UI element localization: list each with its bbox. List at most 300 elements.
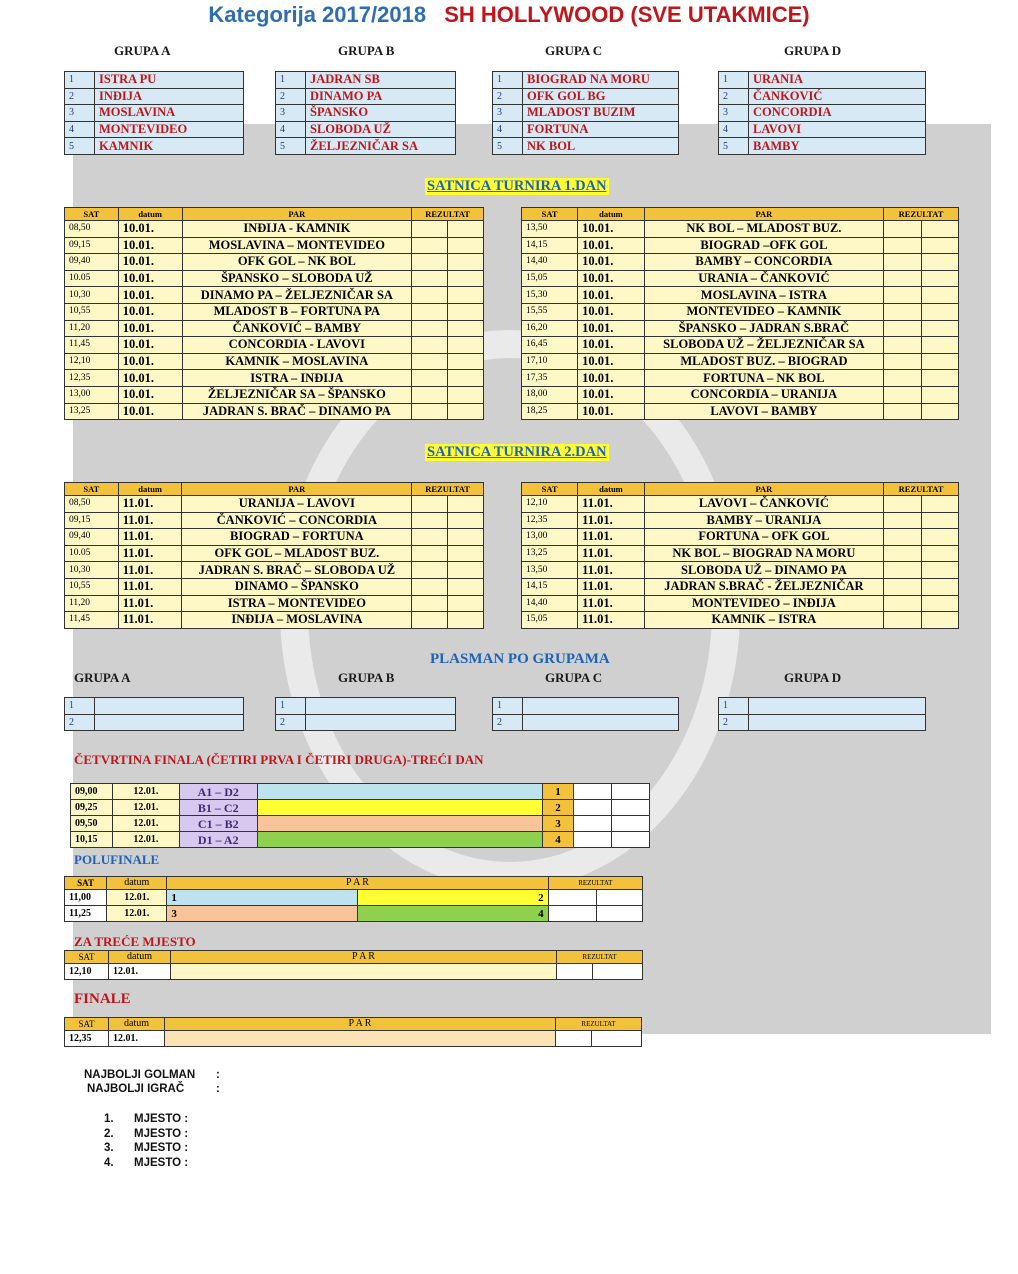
result-home-cell: [412, 386, 448, 403]
team-name: ČANKOVIĆ: [749, 88, 926, 105]
quarterfinal-row: [71, 816, 650, 832]
result-home-cell: [412, 595, 448, 612]
match-time: 12,35: [522, 512, 578, 529]
match-time: 11,20: [65, 595, 119, 612]
match-time: 16,45: [522, 337, 578, 354]
qf-result-1: [573, 800, 611, 816]
plasman-row: [493, 714, 679, 731]
match-date: 11.01.: [578, 496, 645, 513]
match-pair: SLOBODA UŽ – ŽELJEZNIČAR SA: [644, 337, 883, 354]
match-pair: JADRAN S. BRAČ – SLOBODA UŽ: [182, 562, 412, 579]
match-row: [65, 254, 484, 271]
plasman-team-cell: [749, 714, 926, 731]
fin-date: 12.01.: [109, 1031, 165, 1047]
group-team-row: [65, 105, 244, 122]
match-pair: DINAMO PA – ŽELJEZNIČAR SA: [182, 287, 412, 304]
group-team-row: [65, 121, 244, 138]
result-home-cell: [412, 237, 448, 254]
quarterfinal-row: [71, 832, 650, 848]
group-team-row: [276, 105, 456, 122]
qf-date: 12.01.: [113, 832, 179, 848]
place-number: 1.: [104, 1113, 114, 1125]
result-away-cell: [448, 562, 484, 579]
match-pair: MOSLAVINA – ISTRA: [644, 287, 883, 304]
match-date: 10.01.: [578, 303, 645, 320]
match-row: [522, 320, 959, 337]
qf-result-1: [573, 784, 611, 800]
result-away-cell: [921, 370, 959, 387]
plasman-rank: 1: [65, 698, 95, 715]
team-rank: 4: [719, 121, 749, 138]
group-team-row: [65, 88, 244, 105]
match-time: 09,40: [65, 529, 119, 546]
match-row: [65, 303, 484, 320]
qf-date: 12.01.: [113, 800, 179, 816]
result-home-cell: [412, 337, 448, 354]
tp-match-cell: [171, 964, 557, 980]
result-home-cell: [884, 270, 921, 287]
sf-home-slot: 1: [167, 890, 358, 906]
schedule-header-row: [522, 483, 959, 496]
fin-time: 12,35: [65, 1031, 109, 1047]
match-time: 16,20: [522, 320, 578, 337]
result-home-cell: [884, 221, 921, 238]
match-time: 12,35: [65, 370, 119, 387]
group-team-row: [493, 105, 679, 122]
team-rank: 1: [65, 72, 95, 89]
team-name: ŠPANSKO: [306, 105, 456, 122]
qf-result-2: [611, 784, 649, 800]
match-time: 13,00: [65, 386, 119, 403]
sched-rezultat-header: REZULTAT: [412, 208, 484, 221]
team-rank: 5: [65, 138, 95, 155]
result-away-cell: [448, 403, 484, 420]
semifinal-title: POLUFINALE: [74, 852, 160, 867]
sf-away-slot: 2: [358, 890, 549, 906]
result-away-cell: [921, 578, 959, 595]
match-row: [65, 578, 484, 595]
plasman-team-cell: [306, 714, 456, 731]
match-pair: MOSLAVINA – MONTEVIDEO: [182, 237, 412, 254]
team-name: BAMBY: [749, 138, 926, 155]
plasman-team-cell: [523, 714, 679, 731]
result-away-cell: [448, 270, 484, 287]
match-date: 11.01.: [118, 529, 182, 546]
result-home-cell: [884, 287, 921, 304]
result-away-cell: [448, 595, 484, 612]
match-date: 10.01.: [118, 237, 182, 254]
result-home-cell: [884, 370, 921, 387]
result-away-cell: [921, 496, 959, 513]
team-rank: 2: [276, 88, 306, 105]
match-date: 10.01.: [118, 320, 182, 337]
team-rank: 4: [493, 121, 523, 138]
result-away-cell: [921, 595, 959, 612]
plasman-rank: 2: [65, 714, 95, 731]
match-pair: KAMNIK – MOSLAVINA: [182, 353, 412, 370]
best-player-label: NAJBOLJI IGRAČ: [87, 1083, 185, 1095]
result-away-cell: [448, 386, 484, 403]
result-away-cell: [448, 496, 484, 513]
match-row: [65, 496, 484, 513]
result-away-cell: [448, 353, 484, 370]
result-away-cell: [921, 303, 959, 320]
sf-result-1: [548, 890, 596, 906]
match-row: [65, 270, 484, 287]
result-away-cell: [921, 221, 959, 238]
match-date: 10.01.: [118, 386, 182, 403]
sched-datum-header: datum: [118, 208, 182, 221]
match-time: 10,55: [65, 578, 119, 595]
third-place-title: ZA TREĆE MJESTO: [74, 934, 196, 949]
title-tournament: SH HOLLYWOOD (SVE UTAKMICE): [444, 2, 810, 27]
group-team-row: [493, 72, 679, 89]
quarterfinal-row: [71, 800, 650, 816]
plasman-rank: 1: [276, 698, 306, 715]
team-rank: 4: [276, 121, 306, 138]
match-row: [522, 529, 959, 546]
match-time: 15,55: [522, 303, 578, 320]
place-number: 3.: [104, 1142, 114, 1155]
result-home-cell: [884, 403, 921, 420]
match-row: [65, 237, 484, 254]
result-home-cell: [412, 221, 448, 238]
match-row: [65, 595, 484, 612]
result-away-cell: [921, 529, 959, 546]
result-home-cell: [884, 303, 921, 320]
semifinal-table: [64, 876, 643, 922]
match-pair: CONCORDIA - LAVOVI: [182, 337, 412, 354]
day1-schedule-right: [521, 207, 959, 420]
plasman-row: [493, 698, 679, 715]
title-category: Kategorija 2017/2018: [208, 2, 427, 27]
match-pair: ČANKOVIĆ – BAMBY: [182, 320, 412, 337]
result-away-cell: [921, 337, 959, 354]
plasman-group-a: GRUPA A: [74, 670, 131, 685]
match-time: 15,30: [522, 287, 578, 304]
day2-title: SATNICA TURNIRA 2.DAN: [427, 444, 607, 460]
fin-datum-header: datum: [109, 1018, 165, 1031]
result-home-cell: [884, 529, 921, 546]
sf-time: 11,25: [65, 906, 107, 922]
plasman-group-d: GRUPA D: [784, 670, 842, 685]
sf-result-1: [548, 906, 596, 922]
match-date: 10.01.: [578, 287, 645, 304]
sched-sat-header: SAT: [65, 483, 119, 496]
match-row: [65, 403, 484, 420]
best-goalkeeper-colon: :: [216, 1069, 220, 1081]
plasman-row: [719, 698, 926, 715]
team-rank: 3: [719, 105, 749, 122]
match-date: 11.01.: [578, 578, 645, 595]
result-away-cell: [921, 237, 959, 254]
result-home-cell: [412, 254, 448, 271]
result-home-cell: [412, 529, 448, 546]
match-date: 10.01.: [118, 337, 182, 354]
match-pair: FORTUNA – OFK GOL: [644, 529, 883, 546]
result-away-cell: [448, 370, 484, 387]
match-row: [522, 303, 959, 320]
semifinal-row: [65, 890, 643, 906]
qf-time: 09,25: [71, 800, 113, 816]
result-away-cell: [921, 254, 959, 271]
group-team-row: [719, 105, 926, 122]
group-team-row: [719, 138, 926, 155]
group-team-row: [493, 138, 679, 155]
result-away-cell: [448, 320, 484, 337]
result-home-cell: [884, 237, 921, 254]
plasman-table-c: [492, 697, 679, 731]
match-pair: BIOGRAD –OFK GOL: [644, 237, 883, 254]
plasman-rank: 2: [276, 714, 306, 731]
match-pair: NK BOL – BIOGRAD NA MORU: [644, 545, 883, 562]
qf-time: 09,00: [71, 784, 113, 800]
match-time: 09,15: [65, 512, 119, 529]
result-away-cell: [448, 612, 484, 629]
match-pair: BAMBY – CONCORDIA: [644, 254, 883, 271]
match-row: [522, 496, 959, 513]
qf-number: 4: [543, 832, 573, 848]
match-date: 10.01.: [578, 221, 645, 238]
result-away-cell: [921, 287, 959, 304]
result-away-cell: [921, 320, 959, 337]
qf-bar: [257, 832, 542, 848]
qf-pair: C1 – B2: [179, 816, 257, 832]
match-row: [522, 386, 959, 403]
result-away-cell: [448, 221, 484, 238]
match-time: 10.05: [65, 545, 119, 562]
match-row: [65, 320, 484, 337]
match-row: [65, 562, 484, 579]
match-row: [522, 612, 959, 629]
match-time: 11,45: [65, 612, 119, 629]
match-pair: ŠPANSKO – SLOBODA UŽ: [182, 270, 412, 287]
sf-away-slot: 4: [358, 906, 549, 922]
group-team-row: [493, 121, 679, 138]
plasman-row: [276, 714, 456, 731]
result-away-cell: [448, 512, 484, 529]
result-away-cell: [921, 270, 959, 287]
match-row: [65, 370, 484, 387]
match-pair: JADRAN S. BRAČ – DINAMO PA: [182, 403, 412, 420]
place-number: 4.: [104, 1156, 114, 1169]
group-c-header: GRUPA C: [545, 43, 603, 58]
sched-sat-header: SAT: [522, 208, 578, 221]
fin-match-cell: [165, 1031, 556, 1047]
match-pair: SLOBODA UŽ – DINAMO PA: [644, 562, 883, 579]
team-name: MLADOST BUZIM: [523, 105, 679, 122]
day1-schedule-left: [64, 207, 484, 420]
qf-bar: [257, 816, 542, 832]
match-time: 13,00: [522, 529, 578, 546]
match-pair: CONCORDIA – URANIJA: [644, 386, 883, 403]
match-date: 11.01.: [118, 562, 182, 579]
qf-date: 12.01.: [113, 784, 179, 800]
plasman-table-a: [64, 697, 244, 731]
match-date: 11.01.: [578, 595, 645, 612]
result-away-cell: [921, 353, 959, 370]
sf-result-2: [596, 890, 642, 906]
sf-date: 12.01.: [107, 890, 167, 906]
group-team-row: [276, 138, 456, 155]
result-away-cell: [448, 578, 484, 595]
quarterfinal-row: [71, 784, 650, 800]
semifinal-row: [65, 906, 643, 922]
team-name: ŽELJEZNIČAR SA: [306, 138, 456, 155]
team-rank: 3: [65, 105, 95, 122]
match-date: 11.01.: [578, 545, 645, 562]
match-pair: ISTRA – MONTEVIDEO: [182, 595, 412, 612]
result-away-cell: [921, 512, 959, 529]
result-away-cell: [921, 562, 959, 579]
match-pair: MONTEVIDEO – INĐIJA: [644, 595, 883, 612]
team-name: DINAMO PA: [306, 88, 456, 105]
sched-rezultat-header: REZULTAT: [412, 483, 484, 496]
sched-datum-header: datum: [578, 483, 645, 496]
sched-par-header: PAR: [644, 483, 883, 496]
result-home-cell: [412, 496, 448, 513]
team-rank: 4: [65, 121, 95, 138]
place-label: MJESTO :: [134, 1142, 189, 1155]
match-time: 13,25: [65, 403, 119, 420]
group-a-table: [64, 71, 244, 155]
fin-result-2: [592, 1031, 642, 1047]
sched-par-header: PAR: [182, 483, 412, 496]
qf-pair: D1 – A2: [179, 832, 257, 848]
match-row: [65, 612, 484, 629]
result-home-cell: [884, 337, 921, 354]
match-date: 11.01.: [578, 512, 645, 529]
group-team-row: [276, 121, 456, 138]
qf-number: 3: [543, 816, 573, 832]
result-away-cell: [921, 612, 959, 629]
match-time: 18,25: [522, 403, 578, 420]
tp-date: 12.01.: [109, 964, 171, 980]
match-row: [522, 545, 959, 562]
result-home-cell: [884, 254, 921, 271]
sched-par-header: PAR: [644, 208, 883, 221]
plasman-group-c: GRUPA C: [545, 670, 603, 685]
team-name: KAMNIK: [95, 138, 244, 155]
match-pair: OFK GOL – MLADOST BUZ.: [182, 545, 412, 562]
match-pair: NK BOL – MLADOST BUZ.: [644, 221, 883, 238]
match-time: 08,50: [65, 496, 119, 513]
team-rank: 2: [719, 88, 749, 105]
result-home-cell: [884, 512, 921, 529]
team-name: BIOGRAD NA MORU: [523, 72, 679, 89]
match-date: 10.01.: [118, 370, 182, 387]
match-date: 11.01.: [118, 545, 182, 562]
match-time: 11,45: [65, 337, 119, 354]
plasman-team-cell: [523, 698, 679, 715]
result-home-cell: [884, 386, 921, 403]
match-pair: ŠPANSKO – JADRAN S.BRAČ: [644, 320, 883, 337]
final-title: FINALE: [74, 991, 131, 1007]
match-row: [65, 353, 484, 370]
result-home-cell: [412, 545, 448, 562]
team-name: LAVOVI: [749, 121, 926, 138]
schedule-header-row: [522, 208, 959, 221]
team-rank: 3: [276, 105, 306, 122]
result-home-cell: [412, 287, 448, 304]
sched-sat-header: SAT: [65, 208, 119, 221]
team-rank: 3: [493, 105, 523, 122]
team-name: MONTEVIDEO: [95, 121, 244, 138]
match-row: [522, 403, 959, 420]
qf-number: 1: [543, 784, 573, 800]
sched-rezultat-header: REZULTAT: [884, 208, 959, 221]
match-date: 11.01.: [118, 612, 182, 629]
match-row: [522, 221, 959, 238]
sf-sat-header: SAT: [65, 877, 107, 890]
team-name: NK BOL: [523, 138, 679, 155]
sched-sat-header: SAT: [522, 483, 578, 496]
match-time: 13,25: [522, 545, 578, 562]
match-pair: BIOGRAD – FORTUNA: [182, 529, 412, 546]
match-row: [522, 512, 959, 529]
plasman-rank: 2: [719, 714, 749, 731]
match-pair: ŽELJEZNIČAR SA – ŠPANSKO: [182, 386, 412, 403]
third-place-table: [64, 950, 643, 980]
match-row: [522, 237, 959, 254]
sf-datum-header: datum: [107, 877, 167, 890]
plasman-team-cell: [306, 698, 456, 715]
tp-result-2: [593, 964, 643, 980]
match-date: 10.01.: [118, 221, 182, 238]
group-a-header: GRUPA A: [114, 43, 171, 58]
result-home-cell: [884, 562, 921, 579]
tp-sat-header: SAT: [65, 951, 109, 964]
match-date: 10.01.: [118, 353, 182, 370]
match-time: 11,20: [65, 320, 119, 337]
result-home-cell: [884, 496, 921, 513]
match-row: [65, 529, 484, 546]
team-name: URANIA: [749, 72, 926, 89]
result-away-cell: [448, 303, 484, 320]
match-row: [522, 578, 959, 595]
team-rank: 2: [65, 88, 95, 105]
place-label: MJESTO :: [134, 1127, 189, 1140]
best-goalkeeper-label: NAJBOLJI GOLMAN: [84, 1069, 196, 1081]
match-date: 10.01.: [118, 287, 182, 304]
match-date: 10.01.: [578, 386, 645, 403]
match-time: 08,50: [65, 221, 119, 238]
match-pair: URANIJA – LAVOVI: [182, 496, 412, 513]
team-rank: 1: [276, 72, 306, 89]
qf-time: 10,15: [71, 832, 113, 848]
team-rank: 5: [493, 138, 523, 155]
tp-datum-header: datum: [109, 951, 171, 964]
match-pair: URANIA – ČANKOVIĆ: [644, 270, 883, 287]
sched-rezultat-header: REZULTAT: [884, 483, 959, 496]
match-date: 11.01.: [578, 612, 645, 629]
match-date: 10.01.: [118, 403, 182, 420]
result-away-cell: [448, 337, 484, 354]
match-date: 11.01.: [118, 578, 182, 595]
sf-par-header: P A R: [167, 877, 548, 890]
match-pair: MLADOST B – FORTUNA PA: [182, 303, 412, 320]
final-table: [64, 1017, 642, 1047]
match-pair: INĐIJA – MOSLAVINA: [182, 612, 412, 629]
match-time: 15,05: [522, 612, 578, 629]
match-pair: ČANKOVIĆ – CONCORDIA: [182, 512, 412, 529]
match-date: 10.01.: [118, 270, 182, 287]
match-date: 11.01.: [118, 496, 182, 513]
result-home-cell: [412, 403, 448, 420]
plasman-group-b: GRUPA B: [338, 670, 395, 685]
match-date: 10.01.: [578, 254, 645, 271]
sched-par-header: PAR: [182, 208, 412, 221]
